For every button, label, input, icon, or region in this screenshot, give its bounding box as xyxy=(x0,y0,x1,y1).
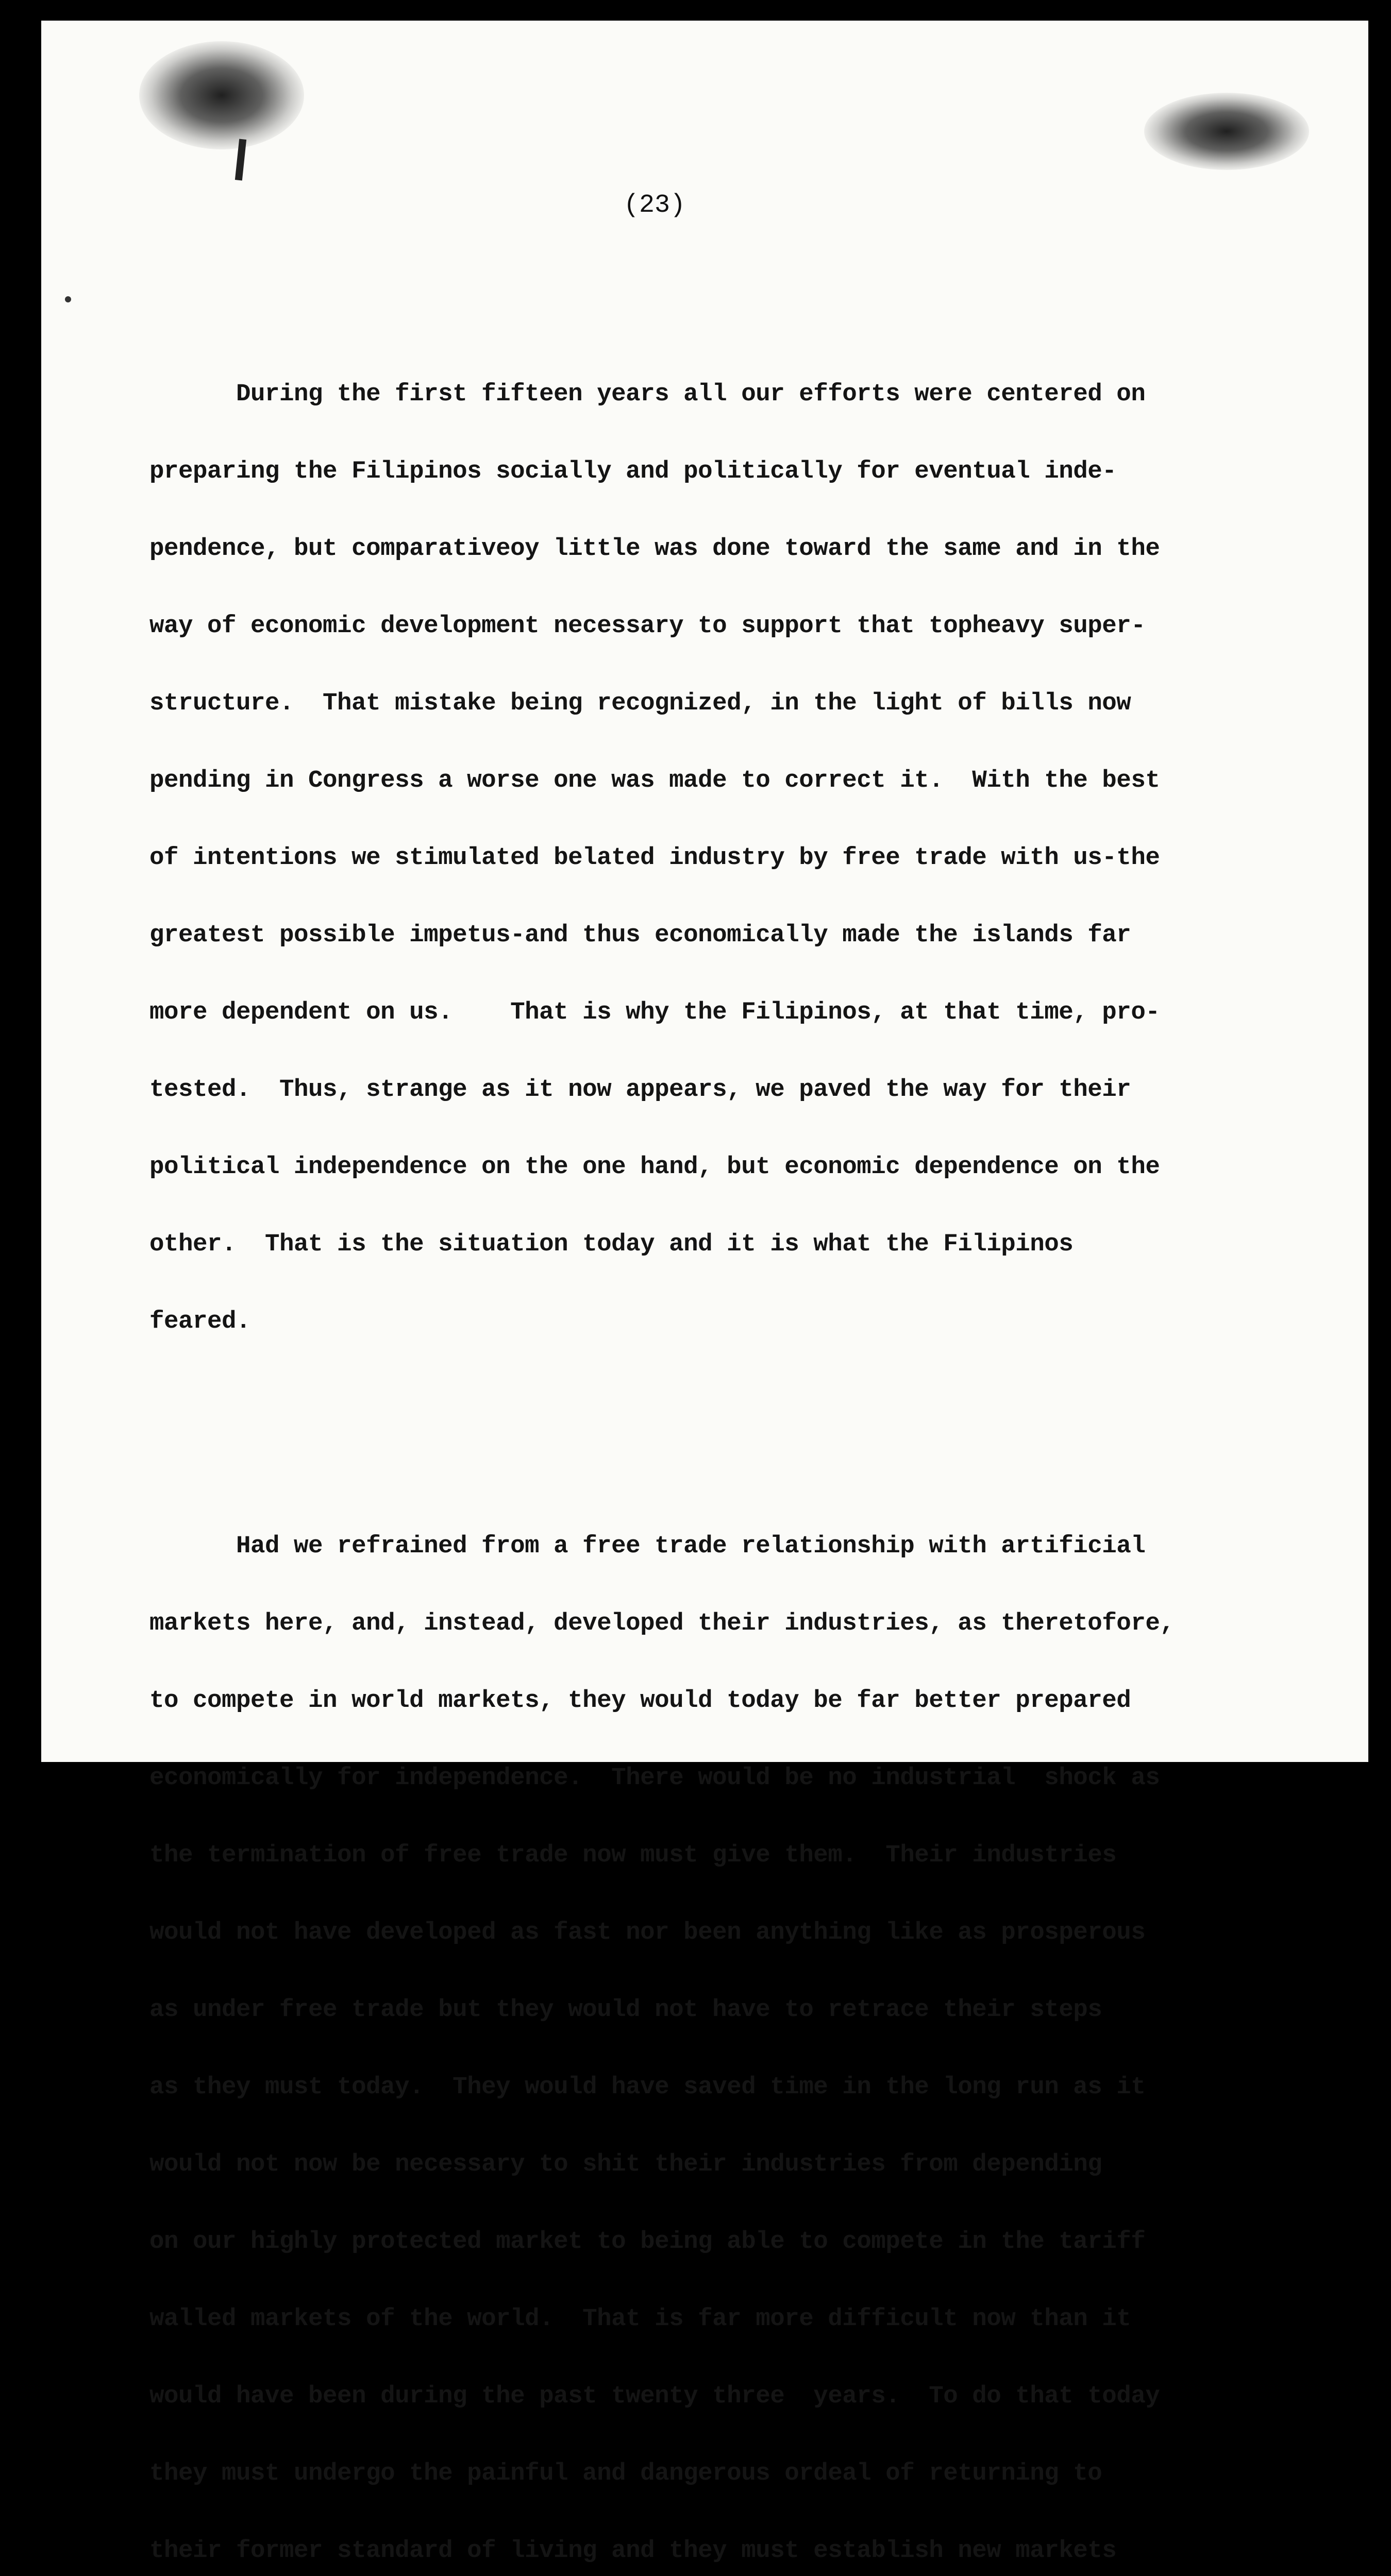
text-line: would not have developed as fast nor been anything like as prosperous xyxy=(149,1919,1146,1946)
typed-body xyxy=(149,278,1335,2576)
paragraph-1 xyxy=(149,330,1335,1386)
text-line: their former standard of living and they must establish new markets xyxy=(149,2537,1117,2565)
margin-dot xyxy=(65,296,71,302)
text-line: feared. xyxy=(149,1308,251,1335)
text-line: Had we refrained from a free trade relationship with artificial xyxy=(149,1532,1146,1560)
text-line: other. That is the situation today and it is what the Filipinos xyxy=(149,1230,1074,1258)
text-line: as they must today. They would have saved time in the long run as it xyxy=(149,2073,1146,2101)
text-line: on our highly protected market to being able to compete in the tariff xyxy=(149,2228,1146,2256)
text-line: During the first fifteen years all our efforts were centered on xyxy=(149,380,1146,408)
text-line: more dependent on us. That is why the Filipinos, at that time, pro- xyxy=(149,998,1160,1026)
text-line: would not now be necessary to shit their industries from depending xyxy=(149,2150,1102,2178)
document-page xyxy=(41,21,1368,2565)
ink-smudge xyxy=(139,41,304,149)
text-line: of intentions we stimulated belated industry by free trade with us-the xyxy=(149,844,1160,872)
text-line: they must undergo the painful and dangerous ordeal of returning to xyxy=(149,2460,1102,2487)
text-line: pending in Congress a worse one was made to correct it. With the best xyxy=(149,767,1160,794)
text-line: preparing the Filipinos socially and politically for eventual inde- xyxy=(149,457,1117,485)
text-line: walled markets of the world. That is far more difficult now than it xyxy=(149,2305,1131,2333)
page-number: (23) xyxy=(623,191,686,220)
text-line: markets here, and, instead, developed their industries, as theretofore, xyxy=(149,1609,1175,1637)
text-line: greatest possible impetus-and thus economically made the islands far xyxy=(149,921,1131,949)
text-line: tested. Thus, strange as it now appears, we paved the way for their xyxy=(149,1076,1131,1104)
paragraph-2 xyxy=(149,1482,1335,2576)
text-line: way of economic development necessary to support that topheavy super- xyxy=(149,612,1146,640)
ink-smudge xyxy=(1144,93,1309,170)
text-line: as under free trade but they would not have to retrace their steps xyxy=(149,1996,1102,2024)
text-line: the termination of free trade now must give them. Their industries xyxy=(149,1841,1117,1869)
text-line: economically for independence. There would be no industrial shock as xyxy=(149,1764,1160,1792)
text-line: pendence, but comparativeoy little was done toward the same and in the xyxy=(149,535,1160,563)
text-line: would have been during the past twenty three years. To do that today xyxy=(149,2382,1160,2410)
text-line: political independence on the one hand, but economic dependence on the xyxy=(149,1153,1160,1181)
text-line: structure. That mistake being recognized, in the light of bills now xyxy=(149,689,1131,717)
text-line: to compete in world markets, they would today be far better prepared xyxy=(149,1687,1131,1715)
